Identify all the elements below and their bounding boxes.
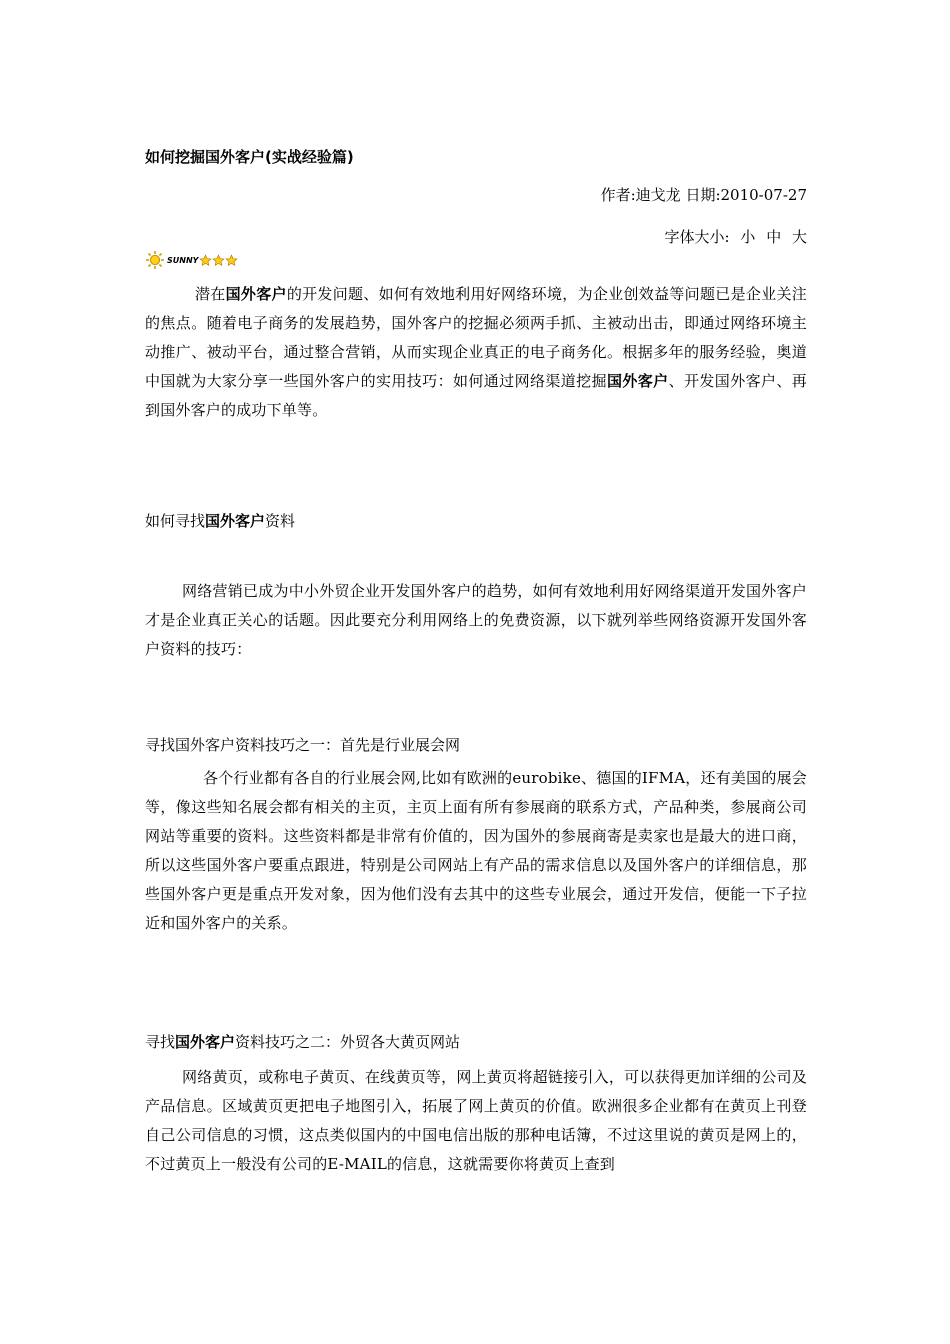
star-icon [212,254,225,267]
keyword-highlight: 国外客户 [175,1033,236,1051]
author-date-line: 作者:迪戈龙 日期:2010-07-27 [600,186,807,204]
keyword-highlight: 国外客户 [606,372,669,390]
font-size-label: 字体大小: [664,228,730,246]
keyword-highlight: 国外客户 [205,512,266,530]
section-heading: 寻找国外客户资料技巧之一：首先是行业展会网 [145,736,461,754]
sun-icon [145,250,165,270]
font-size-small-link[interactable]: 小 [740,228,756,246]
intro-paragraph: 潜在国外客户的开发问题、如何有效地利用好网络环境，为企业创效益等问题已是企业关注的焦点。随着电子商务的发展趋势，国外客户的挖掘必须两手抓、主被动出击，即通过网络环境主动推广、被动平台，通过整合营销，从而实现企业真正的电子商务化。根据多年的服务经验，奥道中国就为大家分享一些国外客户的实用技巧：如何通过网络渠道挖掘国外客户、开发国外客户、再到国外客户的成功下单等。 [145,285,807,419]
section-paragraph: 各个行业都有各自的行业展会网,比如有欧洲的eurobike、德国的IFMA，还有美国的展会等，像这些知名展会都有相关的主页，主页上面有所有参展商的联系方式，产品种类，参展商公司网站等重要的资料。这些资料都是非常有价值的，因为国外的参展商寄是卖家也是最大的进口商，所以这些国外客户要重点跟进，特别是公司网站上有产品的需求信息以及国外客户的详细信息，那些国外客户更是重点开发对象，因为他们没有去其中的这些专业展会，通过开发信，便能一下子拉近和国外客户的关系。 [145,769,807,932]
star-icon [225,254,238,267]
section-paragraph: 网络营销已成为中小外贸企业开发国外客户的趋势，如何有效地利用好网络渠道开发国外客户才是企业真正关心的话题。因此要充分利用网络上的免费资源，以下就列举些网络资源开发国外客户资料的技巧： [145,582,807,658]
weather-label: SUNNY [167,255,199,265]
font-size-medium-link[interactable]: 中 [766,228,782,246]
section-heading: 如何寻找国外客户资料 [145,512,296,530]
star-icon [199,254,212,267]
page-title: 如何挖掘国外客户(实战经验篇) [145,148,354,166]
section-heading: 寻找国外客户资料技巧之二：外贸各大黄页网站 [145,1033,461,1051]
keyword-highlight: 国外客户 [225,285,287,303]
font-size-switcher [665,226,807,247]
weather-rating [145,250,238,270]
font-size-large-link[interactable]: 大 [791,228,807,246]
section-paragraph: 网络黄页，或称电子黄页、在线黄页等，网上黄页将超链接引入，可以获得更加详细的公司及产品信息。区域黄页更把电子地图引入，拓展了网上黄页的价值。欧洲很多企业都有在黄页上刊登自己公司信息的习惯，这点类似国内的中国电信出版的那种电话簿，不过这里说的黄页是网上的，不过黄页上一般没有公司的E-MAIL的信息，这就需要你将黄页上查到 [145,1068,807,1173]
